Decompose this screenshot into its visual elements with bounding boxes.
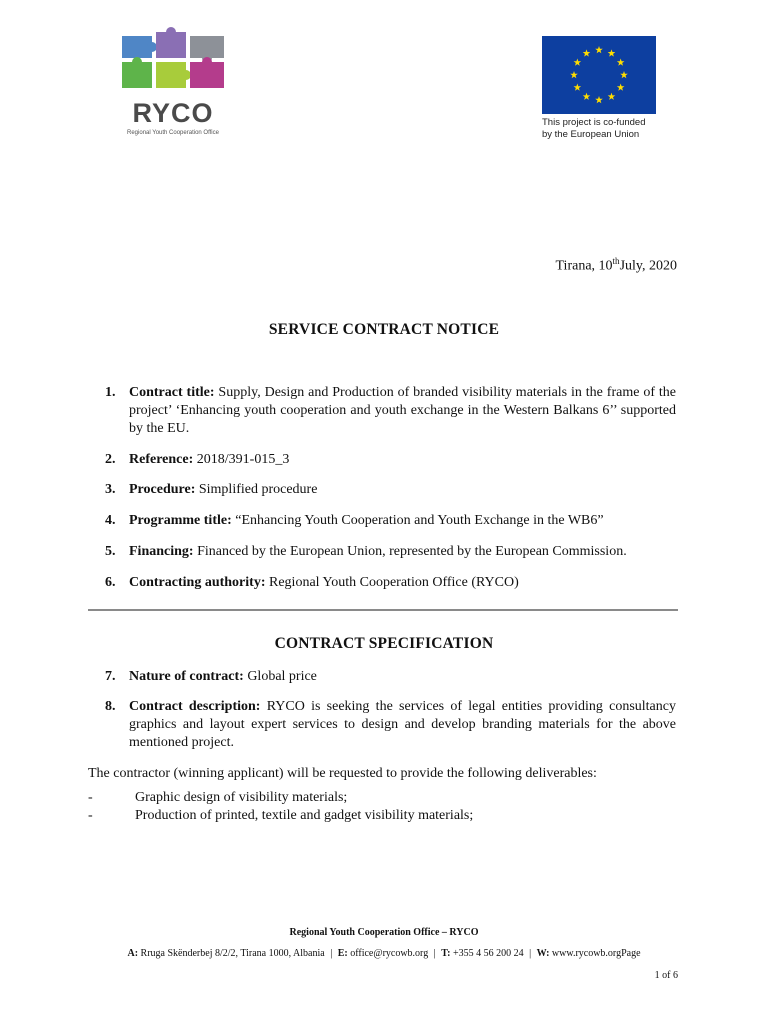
bullet-text: Production of printed, textile and gadget visibility materials; (135, 808, 474, 823)
bullet-text: Graphic design of visibility materials; (135, 790, 348, 805)
item-text: Supply, Design and Production of branded visibility materials in the frame of the project’ ‘Enhancing youth cooperation and youth exchange in the Western Balkans 6’’ supported by the EU. (129, 385, 676, 436)
item-number: 1. (105, 385, 116, 400)
footer-separator: | (330, 948, 333, 959)
notice-title: SERVICE CONTRACT NOTICE (268, 321, 500, 338)
ryco-logo (118, 26, 234, 140)
eu-caption-line-1: This project is co-funded (542, 117, 646, 128)
item-text: Simplified procedure (195, 482, 318, 497)
item-label: Nature of contract: (129, 669, 244, 684)
deliverables-intro: The contractor (winning applicant) will be requested to provide the following deliverables: (88, 766, 597, 781)
spec-item-nature (105, 668, 676, 686)
item-text: RYCO is seeking the services of legal entities providing consultancy graphics and layout expert services to design and develop branding materials for the above mentioned project. (129, 699, 676, 750)
item-text: “Enhancing Youth Cooperation and Youth Exchange in the WB6” (231, 513, 604, 528)
item-text: Financed by the European Union, represented by the European Commission. (193, 544, 627, 559)
ryco-wordmark: RYCO (132, 98, 214, 128)
date-prefix: Tirana, 10 (555, 258, 613, 274)
phone-label: T: (441, 948, 451, 959)
notice-item-programme-title (105, 512, 676, 530)
item-number: 5. (105, 544, 116, 559)
page-number: 1 of 6 (654, 970, 678, 981)
specification-title: CONTRACT SPECIFICATION (274, 635, 494, 652)
item-number: 2. (105, 452, 116, 467)
web-label: W: (536, 948, 550, 959)
date-suffix: th (612, 256, 620, 266)
notice-item-procedure (105, 481, 676, 499)
date-line (556, 256, 678, 275)
item-label: Financing: (129, 544, 194, 559)
item-text: Regional Youth Cooperation Office (RYCO) (265, 575, 519, 590)
date-rest: July, 2020 (619, 258, 677, 274)
ryco-subtitle: Regional Youth Cooperation Office (127, 130, 219, 136)
footer-separator: | (529, 948, 532, 959)
phone-text: +355 4 56 200 24 (450, 948, 524, 959)
notice-item-contract-title (105, 384, 676, 438)
notice-item-contracting-authority (105, 574, 676, 592)
item-label: Contract title: (129, 385, 215, 400)
item-label: Programme title: (129, 513, 232, 528)
email-link[interactable]: office@rycowb.org (347, 948, 429, 959)
eu-caption (542, 117, 672, 141)
section-divider (88, 609, 678, 611)
item-label: Reference: (129, 452, 194, 467)
item-text: 2018/391-015_3 (193, 452, 290, 467)
address-label: A: (127, 948, 139, 959)
item-number: 6. (105, 575, 116, 590)
item-text: Global price (243, 669, 317, 684)
eu-caption-line-2: by the European Union (542, 129, 640, 140)
eu-flag-icon (542, 36, 656, 114)
footer-org: Regional Youth Cooperation Office – RYCO (289, 927, 479, 938)
item-label: Contract description: (129, 699, 261, 714)
notice-item-financing (105, 543, 676, 561)
item-number: 7. (105, 669, 116, 684)
web-link[interactable]: www.rycowb.orgPage (549, 948, 641, 959)
notice-item-reference (105, 451, 676, 469)
email-label: E: (337, 948, 348, 959)
item-number: 3. (105, 482, 116, 497)
item-label: Procedure: (129, 482, 196, 497)
footer-contact (0, 948, 768, 959)
address-text: Rruga Skënderbej 8/2/2, Tirana 1000, Albania (138, 948, 325, 959)
bullet-dash: - (88, 790, 93, 805)
footer-separator: | (433, 948, 436, 959)
item-number: 8. (105, 699, 116, 714)
bullet-dash: - (88, 808, 93, 823)
item-label: Contracting authority: (129, 575, 266, 590)
puzzle-logo-icon (118, 26, 230, 98)
item-number: 4. (105, 513, 116, 528)
spec-item-description (105, 698, 676, 752)
